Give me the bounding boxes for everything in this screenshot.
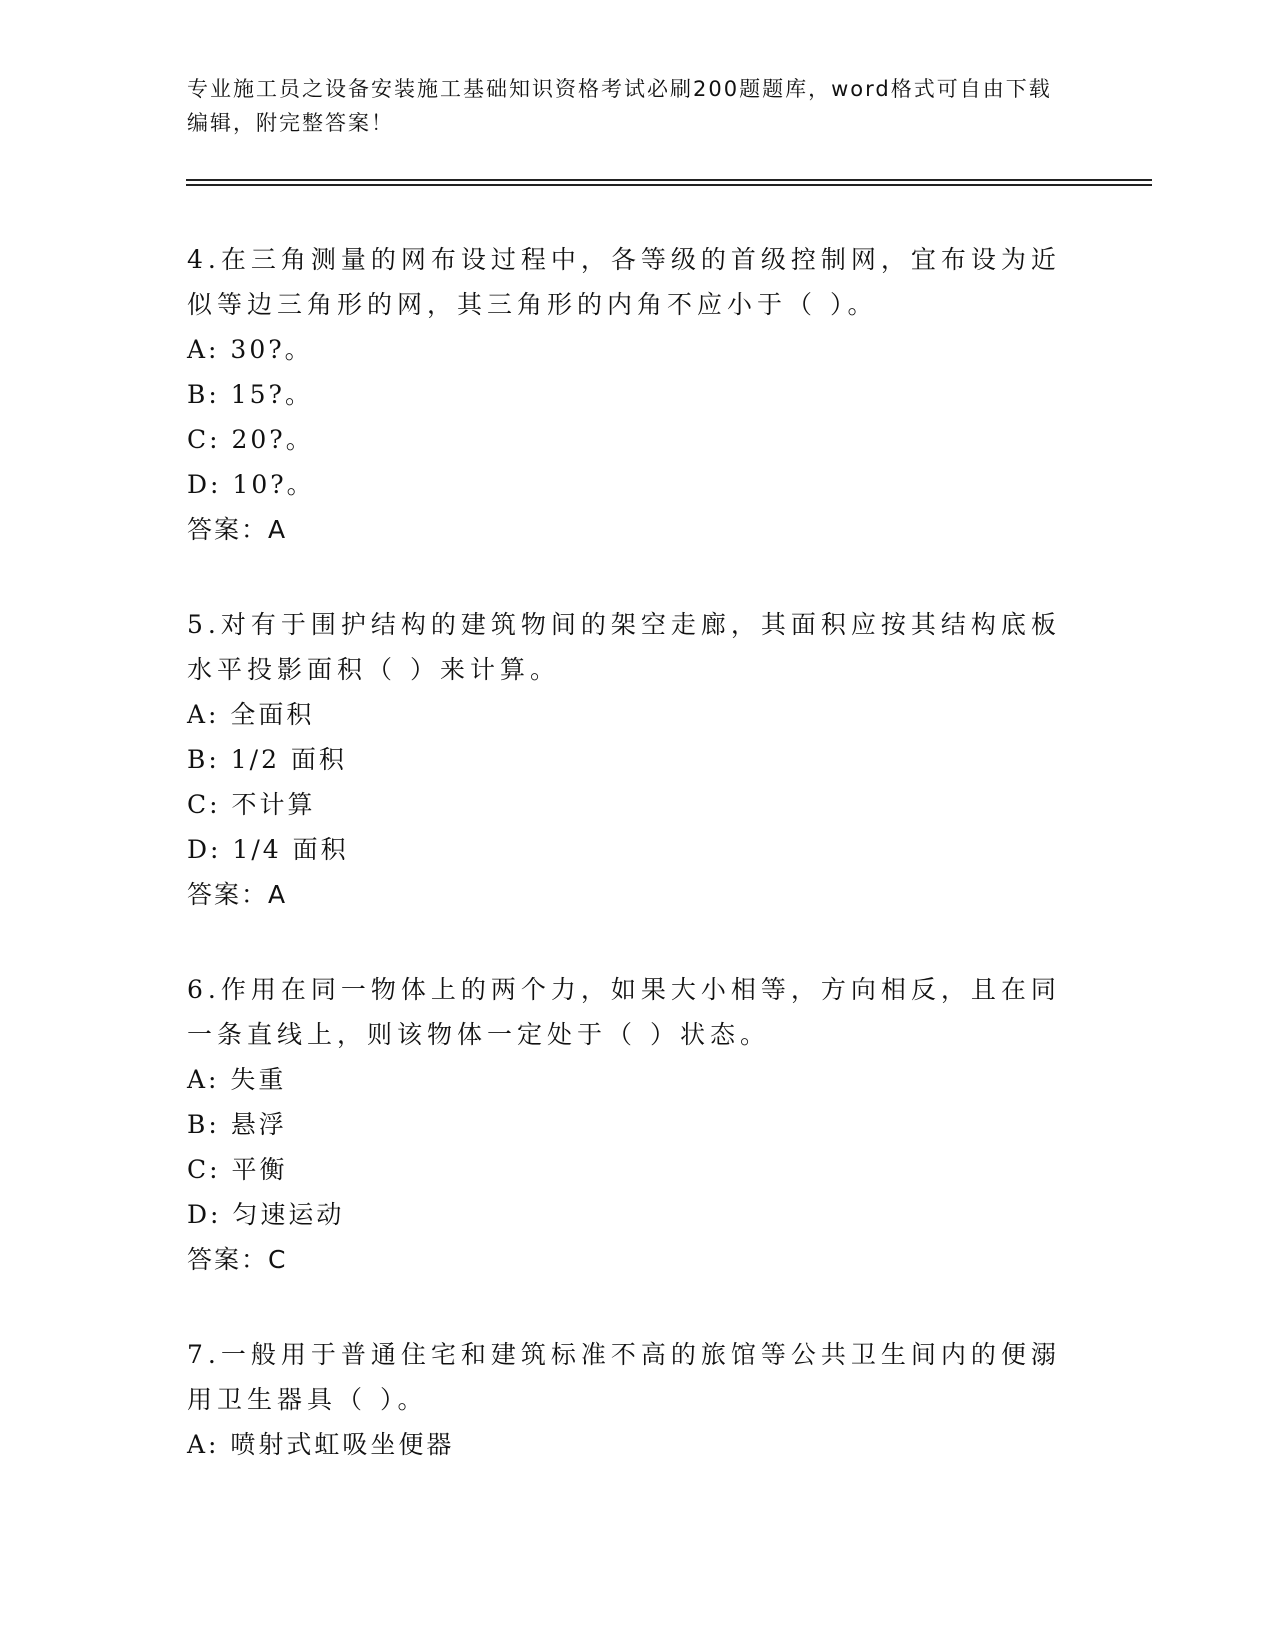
option-a: A: 全面积 bbox=[187, 700, 315, 729]
question-list bbox=[187, 237, 1067, 1517]
question-item bbox=[187, 237, 1067, 552]
option-c: C: 平衡 bbox=[187, 1155, 288, 1184]
answer-line: 答案：C bbox=[187, 1245, 288, 1274]
option-a: A: 30?。 bbox=[187, 335, 313, 364]
option-a: A: 失重 bbox=[187, 1065, 287, 1094]
question-item bbox=[187, 1332, 1067, 1467]
option-d: D: 1/4 面积 bbox=[187, 835, 349, 864]
option-c: C: 不计算 bbox=[187, 790, 316, 819]
question-text: 5.对有于围护结构的建筑物间的架空走廊，其面积应按其结构底板水平投影面积（ ）来计算。 bbox=[187, 610, 1061, 684]
option-b: B: 悬浮 bbox=[187, 1110, 287, 1139]
option-c: C: 20?。 bbox=[187, 425, 314, 454]
answer-line: 答案：A bbox=[187, 880, 288, 909]
option-b: B: 1/2 面积 bbox=[187, 745, 347, 774]
header-divider-top bbox=[186, 179, 1152, 181]
option-d: D: 10?。 bbox=[187, 470, 315, 499]
header-divider-bottom bbox=[186, 184, 1152, 186]
question-text: 7.一般用于普通住宅和建筑标准不高的旅馆等公共卫生间内的便溺用卫生器具（ ）。 bbox=[187, 1340, 1061, 1414]
option-d: D: 匀速运动 bbox=[187, 1200, 345, 1229]
answer-line: 答案：A bbox=[187, 515, 288, 544]
question-text: 4.在三角测量的网布设过程中，各等级的首级控制网，宜布设为近似等边三角形的网，其三角形的内角不应小于（ ）。 bbox=[187, 245, 1061, 319]
option-a: A: 喷射式虹吸坐便器 bbox=[187, 1430, 455, 1459]
question-item bbox=[187, 602, 1067, 917]
option-b: B: 15?。 bbox=[187, 380, 313, 409]
question-item bbox=[187, 967, 1067, 1282]
document-header: 专业施工员之设备安装施工基础知识资格考试必刷200题题库，word格式可自由下载编辑，附完整答案！ bbox=[187, 77, 1052, 135]
question-text: 6.作用在同一物体上的两个力，如果大小相等，方向相反，且在同一条直线上，则该物体一定处于（ ）状态。 bbox=[187, 975, 1061, 1049]
